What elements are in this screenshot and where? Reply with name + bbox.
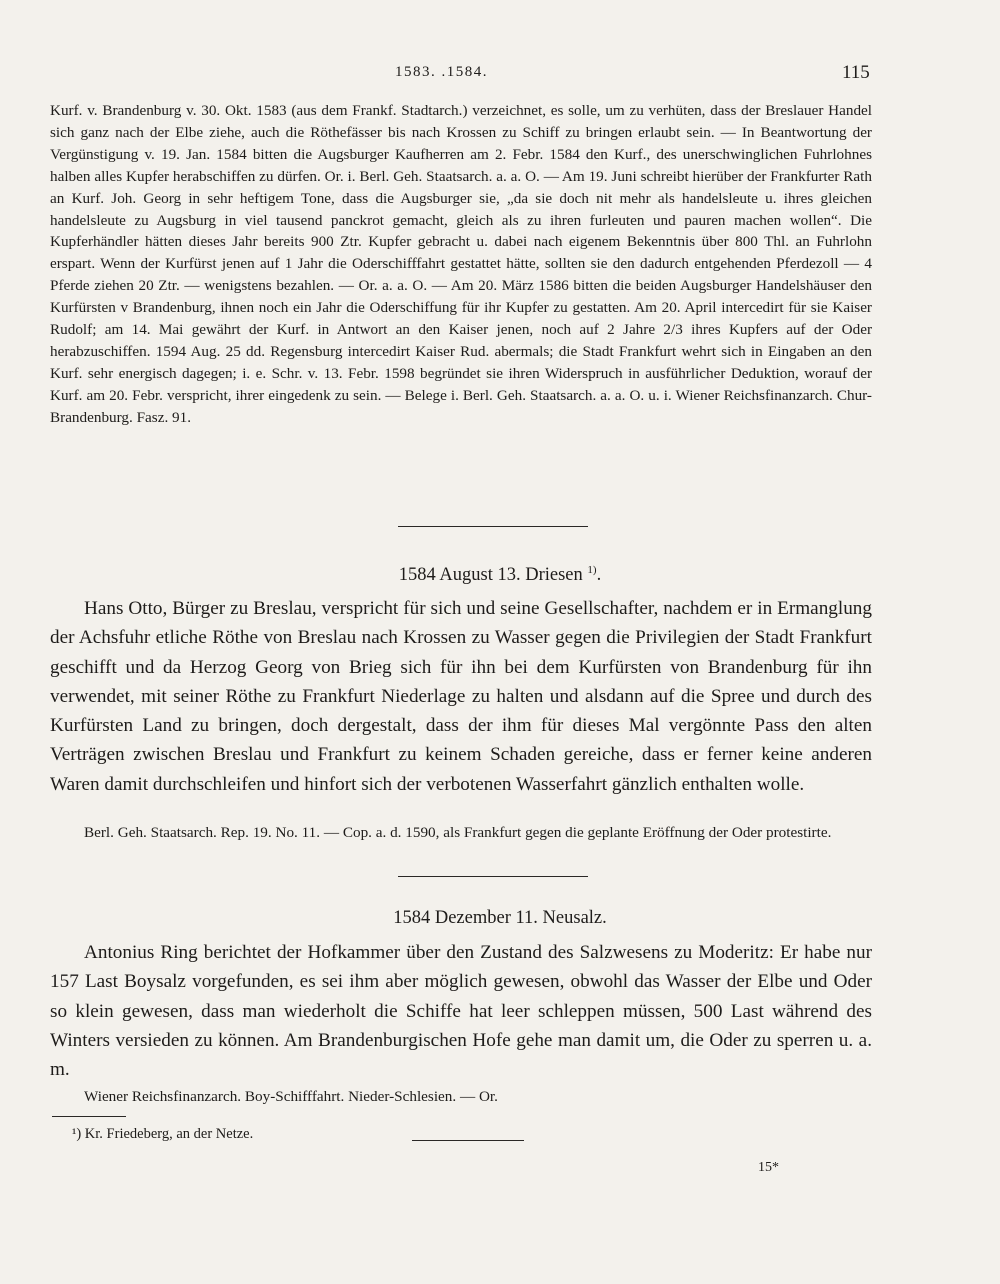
- continuation-paragraph: Kurf. v. Brandenburg v. 30. Okt. 1583 (aus dem Frankf. Stadtarch.) verzeichnet, es solle, um zu verhüten, dass der Breslauer Handel sich ganz nach der Elbe ziehe, auch die Röthefässer bis nach Krossen zu Schiff zu bringen erlaubt sein. — In Beantwortung der Vergünstigung v. 19. Jan. 1584 bitten die Augsburger Kaufherren am 2. Febr. 1584 den Kurf., des unerschwinglichen Fuhrlohnes halben alles Kupfer herabschiffen zu dürfen. Or. i. Berl. Geh. Staatsarch. a. a. O. — Am 19. Juni schreibt hierüber der Frankfurter Rath an Kurf. Joh. Georg in sehr heftigem Tone, dass die Augsburger sie, „da sie doch nit mehr als handelsleute u. ihres gleichen handelsleute zu Augsburg in viel tausend panckrot gemacht, gleich als zu ihren furleuten und pauren machen wollen“. Die Kupferhändler hätten dieses Jahr bereits 900 Ztr. Kupfer gebracht u. dabei nach eigenem Bekenntnis über 800 Thl. an Fuhrlohn erspart. Wenn der Kurfürst jenen auf 1 Jahr die Oderschifffahrt gestattet hätte, sollten sie den dadurch entgehenden Pferdezoll — 4 Pferde ziehen 20 Ztr. — wenigstens bezahlen. — Or. a. a. O. — Am 20. März 1586 bitten die beiden Augsburger Handelshäuser den Kurfürsten v Brandenburg, ihnen noch ein Jahr die Oderschiffung für ihr Kupfer zu gestatten. Am 20. April intercedirt für sie Kaiser Rudolf; am 14. Mai gewährt der Kurf. in Antwort an den Kaiser jenen, noch auf 2 Jahre 2/3 ihres Kupfers auf der Oder herabzuschiffen. 1594 Aug. 25 dd. Regensburg intercedirt Kaiser Rud. abermals; die Stadt Frankfurt wehrt sich in Eingaben an den Kurf. sehr energisch dagegen; i. e. Schr. v. 13. Febr. 1598 begründet sie ihren Widerspruch in ausführlicher Deduktion, worauf der Kurf. am 20. Febr. verspricht, ihrer eingedenk zu sein. — Belege i. Berl. Geh. Staatsarch. a. a. O. u. i. Wiener Reichsfinanzarch. Chur-Brandenburg. Fasz. 91.: [50, 102, 872, 426]
- document-source-2: Wiener Reichsfinanzarch. Boy-Schifffahrt. Nieder-Schlesien. — Or.: [84, 1088, 498, 1105]
- document-body-1: Hans Otto, Bürger zu Breslau, verspricht für sich und seine Gesellschafter, nachdem er in Ermanglung der Achsfuhr etliche Röthe von Breslau nach Krossen zu Wasser gegen die Privilegien der Stadt Frankfurt geschifft und da Herzog Georg von Brieg sich für ihn bei dem Kurfürsten von Brandenburg für ihn verwendet, mit seiner Röthe zu Frankfurt Niederlage zu halten und alsdann auf die Spree und durch des Kurfürsten Land zu bringen, doch dergestalt, dass der ihm für dieses Mal vergönnte Pass den alten Verträgen zwischen Breslau und Frankfurt zu keinem Schaden gereiche, dass er ferner keine anderen Waren damit durchschleifen und hinfort sich der verbotenen Wasserfahrt gänzlich enthalten wolle.: [50, 598, 872, 795]
- document-heading-1: [0, 564, 1000, 586]
- footnote-rule: [52, 1116, 126, 1117]
- running-head: 1583. .1584.: [395, 64, 488, 80]
- footnote: ¹) Kr. Friedeberg, an der Netze.: [72, 1126, 254, 1142]
- section-divider: [398, 876, 588, 877]
- page-number: 115: [842, 62, 870, 83]
- footnote-marker: 1): [587, 564, 597, 576]
- heading-end: .: [596, 565, 602, 586]
- document-heading-2: 1584 Dezember 11. Neusalz.: [393, 908, 607, 928]
- section-divider: [398, 526, 588, 527]
- document-body-2: Antonius Ring berichtet der Hofkammer über den Zustand des Salzwesens zu Moderitz: Er habe nur 157 Last Boysalz vorgefunden, es sei ihm aber möglich gewesen, obwohl das Wasser der Elbe und Oder so klein gewesen, dass man wiederholt die Schiffe hat leer schleppen müssen, 500 Last während des Winters versieden zu können. Am Brandenburgischen Hofe gehe man damit um, die Oder zu sperren u. a. m.: [50, 942, 872, 1081]
- document-source-1: Berl. Geh. Staatsarch. Rep. 19. No. 11. — Cop. a. d. 1590, als Frankfurt gegen die geplante Eröffnung der Oder protestirte.: [84, 824, 832, 841]
- signature-mark: 15*: [758, 1160, 779, 1175]
- end-rule: [412, 1140, 524, 1141]
- heading-text: 1584 August 13. Driesen: [398, 565, 583, 586]
